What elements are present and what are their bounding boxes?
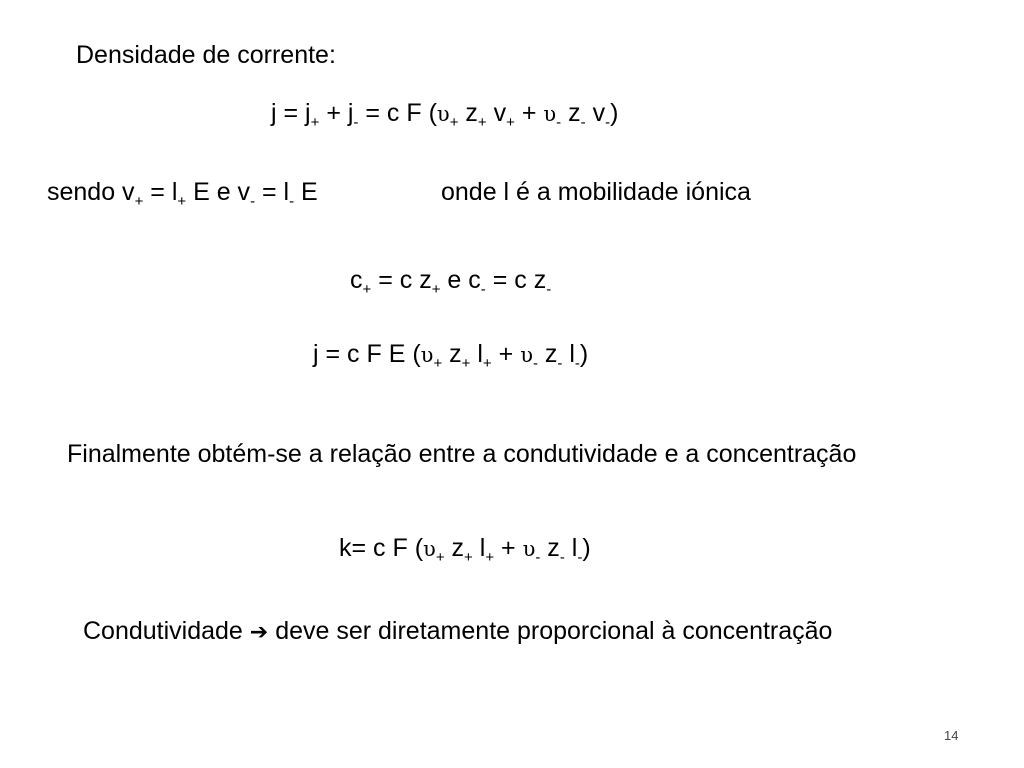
arrow-right-icon: ➔ xyxy=(249,620,269,645)
heading: Densidade de corrente: xyxy=(76,41,336,69)
concentration-equation: $c_+ = c$ $z_+$ e $c_- = c$ $z_-$ xyxy=(350,266,552,298)
mobility-note: onde l é a mobilidade iónica xyxy=(441,178,751,206)
conductivity-equation: k= c F ($\upsilon_+$ $z_+$ $l_+ + \upsilon_-$ $z_-$ $l_-$) xyxy=(339,534,591,566)
conclusion-paragraph: Finalmente obtém-se a relação entre a condutividade e a concentração xyxy=(67,440,857,468)
conductivity-word: Condutividade xyxy=(83,617,243,645)
page-number: 14 xyxy=(944,728,959,743)
current-density-equation: $j = j_+ + j_- = c$ F ($\upsilon_+$ $z_+$ $v_+ + \upsilon_-$ $z_-$ $v_-$) xyxy=(271,99,619,131)
current-density-field-equation: j = c F E ($\upsilon_+$ $z_+$ $l_+ + \upsilon_-$ $z_-$ $l_-$) xyxy=(313,340,589,372)
proportionality-paragraph xyxy=(63,613,969,651)
proportionality-text: deve ser diretamente proporcional à concentração xyxy=(275,617,833,645)
velocity-definition: sendo $v_+ = l_+$ E e $v_- = l_-$ E xyxy=(47,178,318,210)
